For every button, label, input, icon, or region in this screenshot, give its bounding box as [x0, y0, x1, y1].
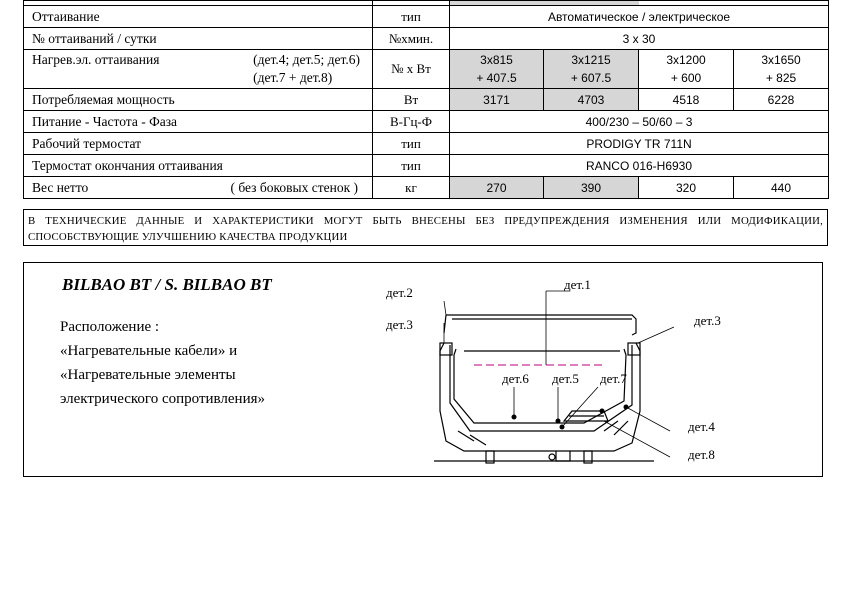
spec-value: PRODIGY TR 711N [450, 133, 829, 155]
spec-value [639, 50, 734, 89]
disclaimer-notice [23, 209, 828, 246]
spec-label [24, 50, 373, 89]
spec-unit: тип [373, 6, 450, 28]
spec-label: Рабочий термостат [24, 133, 373, 155]
spec-value: 270 [450, 177, 544, 199]
heater-note [253, 51, 360, 87]
value-line: + 825 [765, 71, 797, 85]
spec-value [450, 50, 544, 89]
label-det6: дет.6 [502, 371, 529, 386]
label-det8: дет.8 [688, 447, 715, 462]
spec-value: 4518 [639, 89, 734, 111]
spec-value: Автоматическое / электрическое [450, 6, 829, 28]
notice-line-1: В ТЕХНИЧЕСКИЕ ДАННЫЕ И ХАРАКТЕРИСТИКИ МОГУТ БЫТЬ ВНЕСЕНЫ БЕЗ ПРЕДУПРЕЖДЕНИЯ ИЗМЕНЕНИЯ ИЛИ МОДИФИКАЦИИ, [28, 215, 823, 227]
label-det5: дет.5 [552, 371, 579, 386]
spec-value: 4703 [544, 89, 639, 111]
spec-row-defrost-count [24, 28, 829, 50]
value-line: + 407.5 [476, 71, 517, 85]
heater-note-1: (дет.4; дет.5; дет.6) [253, 52, 360, 67]
spec-value: RANCO 016-H6930 [450, 155, 829, 177]
heater-label: Нагрев.эл. оттаивания [32, 52, 160, 67]
label-det3-right: дет.3 [694, 313, 721, 328]
spec-value: 3171 [450, 89, 544, 111]
label-det7: дет.7 [600, 371, 627, 386]
spec-value: 440 [734, 177, 829, 199]
label-det4: дет.4 [688, 419, 715, 434]
value-line: 3x1215 [571, 53, 611, 67]
spec-row-heaters [24, 50, 829, 89]
description-line: электрического сопротивления» [60, 391, 266, 407]
model-panel [23, 262, 823, 477]
spec-row-supply [24, 111, 829, 133]
value-line: 3x1200 [666, 53, 706, 67]
spec-unit: Вт [373, 89, 450, 111]
label-det3-left: дет.3 [386, 317, 413, 332]
notice-line-2: СПОСОБСТВУЮЩИЕ УЛУЧШЕНИЮ КАЧЕСТВА ПРОДУКЦИИ [28, 231, 348, 243]
spec-unit: тип [373, 155, 450, 177]
spec-value [544, 50, 639, 89]
value-line: 3x815 [480, 53, 513, 67]
description-line: «Нагревательные кабели» и [60, 343, 238, 359]
spec-label: Оттаивание [24, 6, 373, 28]
label-det2: дет.2 [386, 285, 413, 300]
spec-row-power [24, 89, 829, 111]
model-title: BILBAO BT / S. BILBAO BT [62, 275, 272, 294]
spec-unit: № x Вт [373, 50, 450, 89]
spec-unit: тип [373, 133, 450, 155]
spec-value: 320 [639, 177, 734, 199]
spec-unit: В-Гц-Ф [373, 111, 450, 133]
value-line: + 607.5 [570, 71, 612, 85]
spec-value: 3 x 30 [450, 28, 829, 50]
spec-row-defrost-thermostat [24, 155, 829, 177]
spec-label: Питание - Частота - Фаза [24, 111, 373, 133]
spec-label: Потребляемая мощность [24, 89, 373, 111]
label-det1: дет.1 [564, 277, 591, 292]
weight-label: Вес нетто [32, 179, 89, 195]
description-line: «Нагревательные элементы [60, 367, 236, 383]
spec-label [24, 177, 373, 199]
spec-table [23, 0, 829, 199]
value-line: + 600 [670, 71, 702, 85]
cross-section-diagram [374, 271, 774, 471]
model-description [60, 315, 265, 411]
cabinet-outline [434, 315, 654, 463]
spec-value: 6228 [734, 89, 829, 111]
weight-note: ( без боковых стенок ) [230, 179, 358, 195]
spec-unit: №хмин. [373, 28, 450, 50]
spec-row-thermostat [24, 133, 829, 155]
spec-value: 390 [544, 177, 639, 199]
description-line: Расположение : [60, 319, 160, 335]
value-line: 3x1650 [761, 53, 801, 67]
spec-label: № оттаиваний / сутки [24, 28, 373, 50]
heater-note-2: (дет.7 + дет.8) [253, 70, 333, 85]
spec-row-defrost [24, 6, 829, 28]
spec-value: 400/230 – 50/60 – 3 [450, 111, 829, 133]
spec-value [734, 50, 829, 89]
spec-unit: кг [373, 177, 450, 199]
spec-row-weight [24, 177, 829, 199]
spec-label: Термостат окончания оттаивания [24, 155, 373, 177]
